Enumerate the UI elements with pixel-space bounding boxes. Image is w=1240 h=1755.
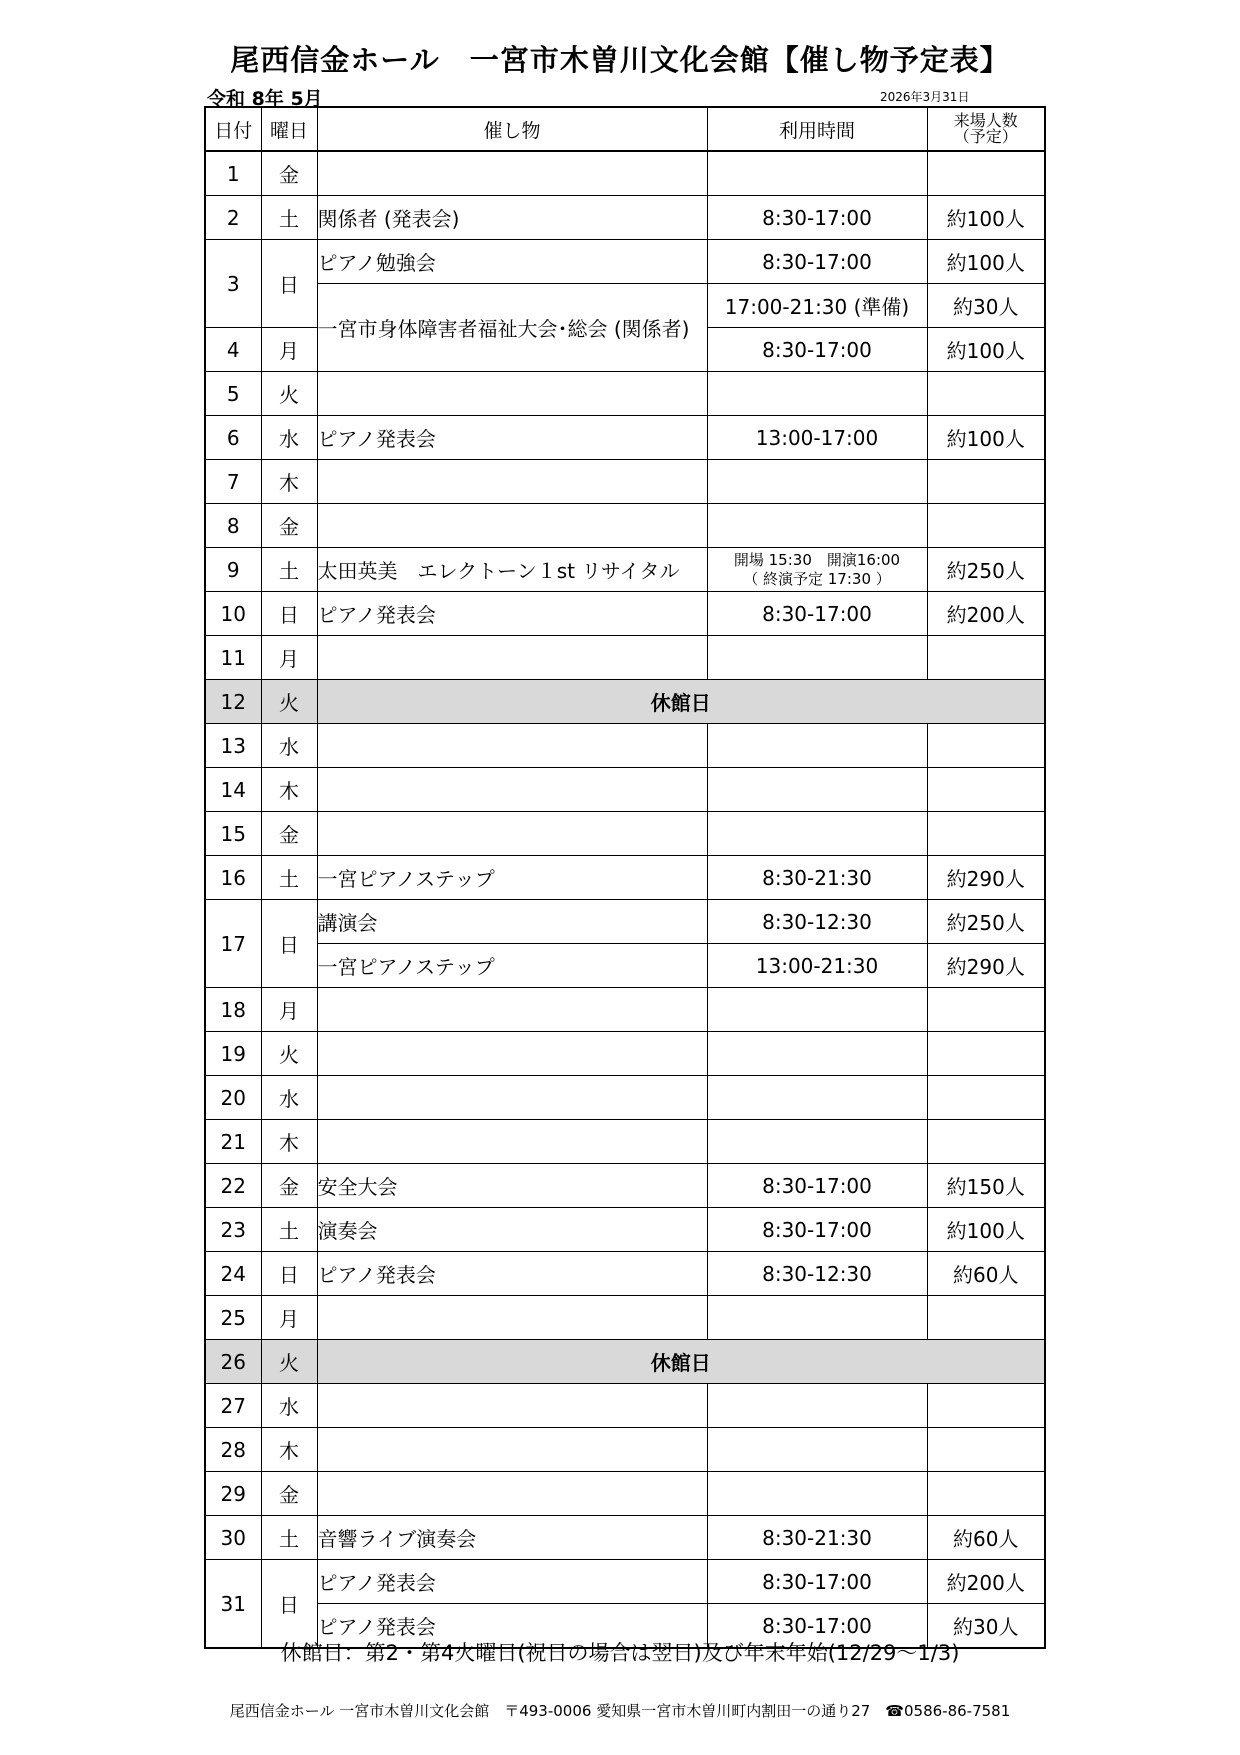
time-cell	[707, 1120, 927, 1164]
dow-cell: 木	[261, 1120, 317, 1164]
date-cell: 5	[205, 372, 261, 416]
footer-address: 尾西信金ホール 一宮市木曽川文化会館 〒493-0006 愛知県一宮市木曽川町内割田一の通り27 ☎0586-86-7581	[229, 1702, 1011, 1720]
count-cell	[927, 724, 1045, 768]
count-column-header	[927, 107, 1045, 151]
event-cell: 一宮ピアノステップ	[317, 856, 707, 900]
event-cell: 講演会	[317, 900, 707, 944]
dow-cell: 月	[261, 328, 317, 372]
count-cell	[927, 1120, 1045, 1164]
page-title: 尾西信金ホール 一宮市木曽川文化会館【催し物予定表】	[230, 43, 1010, 77]
time-cell: 17:00-21:30 (準備)	[707, 284, 927, 328]
date-cell: 25	[205, 1296, 261, 1340]
date-cell: 20	[205, 1076, 261, 1120]
table-row	[205, 240, 1045, 284]
count-cell: 約60人	[927, 1252, 1045, 1296]
event-cell	[317, 724, 707, 768]
date-cell: 17	[205, 900, 261, 988]
dow-cell: 日	[261, 900, 317, 988]
count-cell	[927, 636, 1045, 680]
table-row	[205, 944, 1045, 988]
table-row	[205, 900, 1045, 944]
dow-cell: 月	[261, 1296, 317, 1340]
event-cell	[317, 1120, 707, 1164]
time-cell	[707, 1296, 927, 1340]
date-cell: 9	[205, 548, 261, 592]
event-cell	[317, 372, 707, 416]
dow-cell: 日	[261, 240, 317, 328]
event-cell: ピアノ発表会	[317, 1604, 707, 1649]
dow-cell: 月	[261, 988, 317, 1032]
table-row	[205, 416, 1045, 460]
dow-cell: 火	[261, 372, 317, 416]
date-cell: 12	[205, 680, 261, 724]
schedule-body	[205, 107, 1045, 1648]
dow-cell: 土	[261, 548, 317, 592]
event-cell: 演奏会	[317, 1208, 707, 1252]
time-cell: 8:30-17:00	[707, 240, 927, 284]
date-cell: 15	[205, 812, 261, 856]
count-cell	[927, 1076, 1045, 1120]
table-header-row	[205, 107, 1045, 151]
dow-cell: 日	[261, 1560, 317, 1649]
dow-cell: 金	[261, 1472, 317, 1516]
time-cell: 13:00-21:30	[707, 944, 927, 988]
date-cell: 2	[205, 196, 261, 240]
dow-cell: 火	[261, 1032, 317, 1076]
date-cell: 27	[205, 1384, 261, 1428]
table-row	[205, 1120, 1045, 1164]
dow-cell: 土	[261, 856, 317, 900]
time-cell: 8:30-17:00	[707, 1208, 927, 1252]
date-cell: 6	[205, 416, 261, 460]
date-cell: 21	[205, 1120, 261, 1164]
table-row	[205, 812, 1045, 856]
event-cell	[317, 812, 707, 856]
time-cell	[707, 988, 927, 1032]
time-cell	[707, 768, 927, 812]
table-row	[205, 548, 1045, 592]
dow-cell: 木	[261, 460, 317, 504]
table-row	[205, 460, 1045, 504]
date-cell: 29	[205, 1472, 261, 1516]
count-cell: 約30人	[927, 1604, 1045, 1649]
table-row	[205, 592, 1045, 636]
event-cell: 安全大会	[317, 1164, 707, 1208]
table-row	[205, 1516, 1045, 1560]
date-cell: 4	[205, 328, 261, 372]
count-cell	[927, 1384, 1045, 1428]
time-cell: 8:30-17:00	[707, 1164, 927, 1208]
dow-cell: 火	[261, 1340, 317, 1384]
time-cell: 8:30-12:30	[707, 900, 927, 944]
table-row	[205, 372, 1045, 416]
count-cell: 約200人	[927, 1560, 1045, 1604]
dow-column-header: 曜日	[261, 107, 317, 151]
time-cell	[707, 636, 927, 680]
count-cell	[927, 1032, 1045, 1076]
event-cell	[317, 1472, 707, 1516]
count-cell: 約250人	[927, 548, 1045, 592]
table-row	[205, 1076, 1045, 1120]
time-cell	[707, 372, 927, 416]
table-row	[205, 1164, 1045, 1208]
time-cell: 8:30-17:00	[707, 196, 927, 240]
dow-cell: 木	[261, 768, 317, 812]
time-cell	[707, 1384, 927, 1428]
time-cell: 8:30-17:00	[707, 592, 927, 636]
time-cell	[707, 1032, 927, 1076]
date-cell: 28	[205, 1428, 261, 1472]
table-row	[205, 1472, 1045, 1516]
date-column-header: 日付	[205, 107, 261, 151]
closed-day-cell: 休館日	[317, 680, 1045, 724]
dow-cell: 金	[261, 151, 317, 196]
date-cell: 8	[205, 504, 261, 548]
count-cell: 約100人	[927, 196, 1045, 240]
dow-cell: 水	[261, 1076, 317, 1120]
table-row	[205, 636, 1045, 680]
dow-cell: 金	[261, 504, 317, 548]
time-column-header: 利用時間	[707, 107, 927, 151]
date-cell: 11	[205, 636, 261, 680]
count-cell: 約100人	[927, 328, 1045, 372]
event-cell: ピアノ発表会	[317, 1252, 707, 1296]
date-cell: 7	[205, 460, 261, 504]
date-cell: 14	[205, 768, 261, 812]
count-cell: 約100人	[927, 240, 1045, 284]
issued-date: 2026年3月31日	[880, 90, 970, 104]
table-row	[205, 1296, 1045, 1340]
event-cell: 一宮市身体障害者福祉大会･総会 (関係者)	[317, 284, 707, 372]
time-cell	[707, 812, 927, 856]
time-line1: 開場 15:30 開演16:00	[733, 550, 901, 569]
time-line2: （ 終演予定 17:30 ）	[743, 569, 891, 588]
count-cell: 約60人	[927, 1516, 1045, 1560]
table-row-closed	[205, 1340, 1045, 1384]
table-row	[205, 504, 1045, 548]
table-row	[205, 1032, 1045, 1076]
event-cell	[317, 1032, 707, 1076]
count-header-line2: （予定）	[953, 127, 1018, 146]
dow-cell: 金	[261, 812, 317, 856]
time-cell	[707, 504, 927, 548]
count-cell	[927, 504, 1045, 548]
count-cell	[927, 812, 1045, 856]
event-column-header: 催し物	[317, 107, 707, 151]
count-cell	[927, 460, 1045, 504]
dow-cell: 水	[261, 1384, 317, 1428]
time-cell	[707, 1472, 927, 1516]
count-header-line1: 来場人数	[953, 111, 1018, 130]
count-cell: 約100人	[927, 1208, 1045, 1252]
dow-cell: 日	[261, 592, 317, 636]
count-cell: 約30人	[927, 284, 1045, 328]
time-cell	[707, 151, 927, 196]
count-cell	[927, 768, 1045, 812]
count-cell: 約290人	[927, 944, 1045, 988]
time-cell: 8:30-17:00	[707, 1604, 927, 1649]
date-cell: 22	[205, 1164, 261, 1208]
time-cell	[707, 1076, 927, 1120]
closing-days-note: 休館日：第2・第4火曜日(祝日の場合は翌日)及び年末年始(12/29～1/3)	[280, 1641, 960, 1665]
event-cell: 太田英美 エレクトーン１st リサイタル	[317, 548, 707, 592]
table-row	[205, 1208, 1045, 1252]
table-row-closed	[205, 680, 1045, 724]
event-cell	[317, 151, 707, 196]
schedule-table	[204, 106, 1046, 1649]
event-cell: ピアノ勉強会	[317, 240, 707, 284]
time-cell: 8:30-17:00	[707, 1560, 927, 1604]
date-cell: 24	[205, 1252, 261, 1296]
event-cell: 関係者 (発表会)	[317, 196, 707, 240]
date-cell: 23	[205, 1208, 261, 1252]
time-cell: 13:00-17:00	[707, 416, 927, 460]
date-cell: 19	[205, 1032, 261, 1076]
count-cell	[927, 1472, 1045, 1516]
table-row	[205, 1252, 1045, 1296]
event-cell	[317, 768, 707, 812]
dow-cell: 木	[261, 1428, 317, 1472]
time-cell: 8:30-17:00	[707, 328, 927, 372]
table-row	[205, 856, 1045, 900]
event-cell	[317, 460, 707, 504]
event-cell	[317, 504, 707, 548]
event-cell	[317, 1076, 707, 1120]
date-cell: 31	[205, 1560, 261, 1649]
date-cell: 13	[205, 724, 261, 768]
time-cell: 8:30-21:30	[707, 856, 927, 900]
time-cell	[707, 548, 927, 592]
time-cell	[707, 460, 927, 504]
count-cell	[927, 151, 1045, 196]
date-cell: 16	[205, 856, 261, 900]
time-cell	[707, 724, 927, 768]
count-cell: 約250人	[927, 900, 1045, 944]
count-cell	[927, 1428, 1045, 1472]
count-cell: 約150人	[927, 1164, 1045, 1208]
table-row	[205, 196, 1045, 240]
count-cell: 約100人	[927, 416, 1045, 460]
dow-cell: 月	[261, 636, 317, 680]
dow-cell: 日	[261, 1252, 317, 1296]
table-row	[205, 724, 1045, 768]
dow-cell: 火	[261, 680, 317, 724]
event-cell	[317, 1428, 707, 1472]
table-row	[205, 284, 1045, 328]
count-cell	[927, 1296, 1045, 1340]
closed-day-cell: 休館日	[317, 1340, 1045, 1384]
dow-cell: 土	[261, 1516, 317, 1560]
event-cell	[317, 1296, 707, 1340]
event-cell: ピアノ発表会	[317, 1560, 707, 1604]
table-row	[205, 1384, 1045, 1428]
event-cell: ピアノ発表会	[317, 592, 707, 636]
event-cell: 一宮ピアノステップ	[317, 944, 707, 988]
date-cell: 10	[205, 592, 261, 636]
date-cell: 3	[205, 240, 261, 328]
era-month-label: 令和 8年 5月	[207, 88, 323, 110]
dow-cell: 水	[261, 724, 317, 768]
time-cell: 8:30-12:30	[707, 1252, 927, 1296]
event-cell: ピアノ発表会	[317, 416, 707, 460]
table-row	[205, 1428, 1045, 1472]
table-row	[205, 1560, 1045, 1604]
date-cell: 18	[205, 988, 261, 1032]
event-cell: 音響ライブ演奏会	[317, 1516, 707, 1560]
event-cell	[317, 988, 707, 1032]
time-cell: 8:30-21:30	[707, 1516, 927, 1560]
table-row	[205, 151, 1045, 196]
dow-cell: 土	[261, 196, 317, 240]
count-cell: 約290人	[927, 856, 1045, 900]
count-cell	[927, 988, 1045, 1032]
event-cell	[317, 1384, 707, 1428]
event-cell	[317, 636, 707, 680]
date-cell: 30	[205, 1516, 261, 1560]
dow-cell: 土	[261, 1208, 317, 1252]
dow-cell: 金	[261, 1164, 317, 1208]
dow-cell: 水	[261, 416, 317, 460]
time-cell	[707, 1428, 927, 1472]
table-row	[205, 768, 1045, 812]
count-cell: 約200人	[927, 592, 1045, 636]
table-row	[205, 988, 1045, 1032]
date-cell: 26	[205, 1340, 261, 1384]
count-cell	[927, 372, 1045, 416]
date-cell: 1	[205, 151, 261, 196]
